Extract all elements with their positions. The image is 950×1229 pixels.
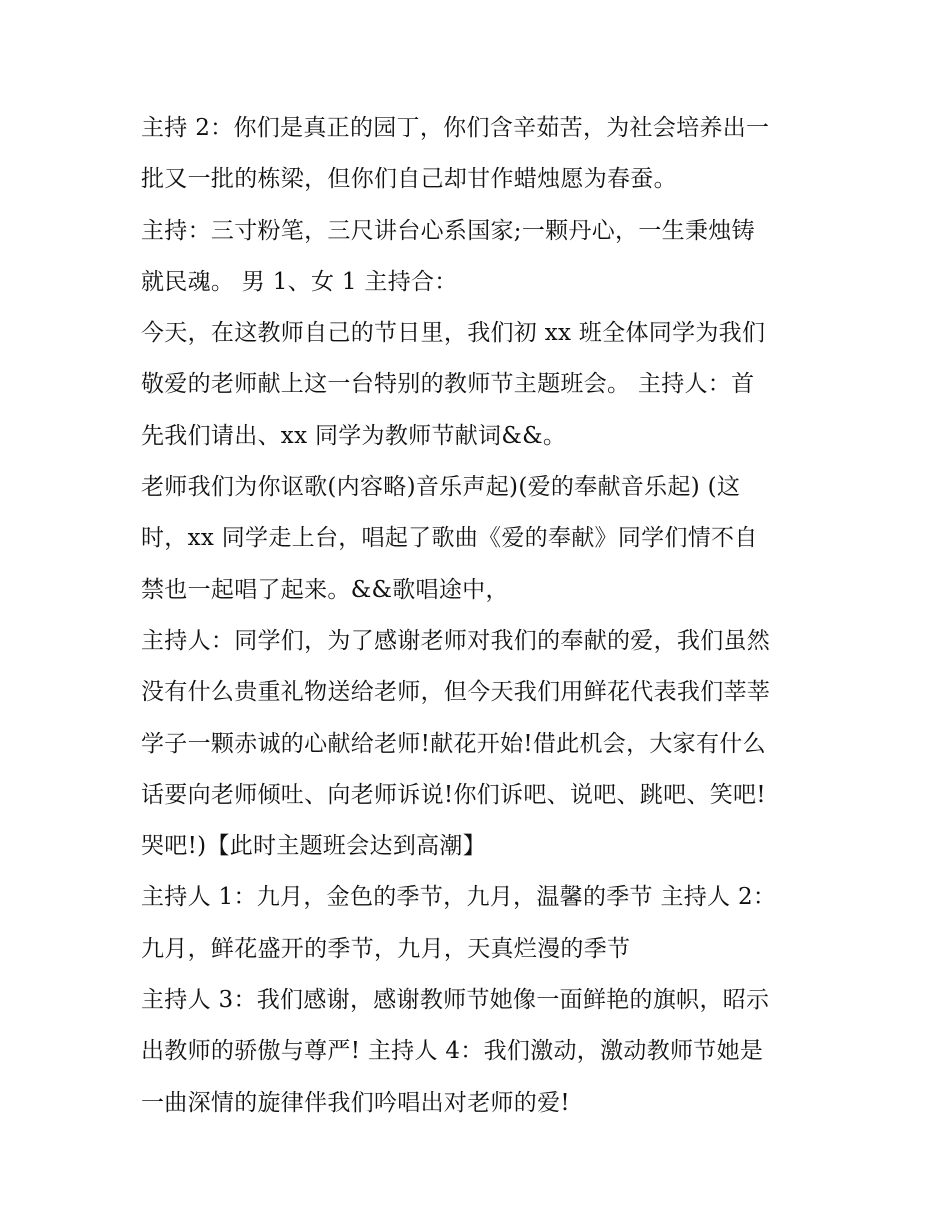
text-line: 时，xx 同学走上台，唱起了歌曲《爱的奉献》同学们情不自 [141, 525, 758, 552]
text-line: 主持人 3：我们感谢，感谢教师节她像一面鲜艳的旗帜，昭示 [141, 987, 770, 1014]
text-line: 话要向老师倾吐、向老师诉说!你们诉吧、说吧、跳吧、笑吧! [141, 781, 766, 808]
text-line: 主持：三寸粉笔，三尺讲台心系国家;一颗丹心，一生秉烛铸 [141, 217, 755, 244]
text-line: 没有什么贵重礼物送给老师，但今天我们用鲜花代表我们莘莘 [141, 679, 771, 706]
text-line: 敬爱的老师献上这一台特别的教师节主题班会。 主持人：首 [141, 371, 755, 398]
text-line: 出教师的骄傲与尊严! 主持人 4：我们激动，激动教师节她是 [141, 1038, 764, 1065]
text-line: 批又一批的栋梁，但你们自己却甘作蜡烛愿为春蚕。 [141, 166, 677, 193]
text-line: 九月，鲜花盛开的季节，九月，天真烂漫的季节 [141, 935, 631, 962]
document-body [141, 103, 821, 1129]
text-line: 哭吧!)【此时主题班会达到高潮】 [141, 833, 487, 860]
text-line: 老师我们为你讴歌(内容略)音乐声起)(爱的奉献音乐起) (这 [141, 474, 741, 501]
text-line: 今天，在这教师自己的节日里，我们初 xx 班全体同学为我们 [141, 320, 766, 347]
text-line: 就民魂。 男 1、女 1 主持合： [141, 268, 458, 295]
text-line: 学子一颗赤诚的心献给老师!献花开始!借此机会，大家有什么 [141, 730, 766, 757]
text-line: 主持人 1：九月，金色的季节，九月，温馨的季节 主持人 2： [141, 884, 777, 911]
text-line: 先我们请出、xx 同学为教师节献词&&。 [141, 422, 567, 449]
text-line: 主持人：同学们，为了感谢老师对我们的奉献的爱，我们虽然 [141, 627, 771, 654]
text-line: 一曲深情的旋律伴我们吟唱出对老师的爱! [141, 1089, 570, 1116]
text-line: 禁也一起唱了起来。&&歌唱途中， [141, 576, 509, 603]
text-line: 主持 2：你们是真正的园丁，你们含辛茹苦，为社会培养出一 [141, 115, 770, 141]
